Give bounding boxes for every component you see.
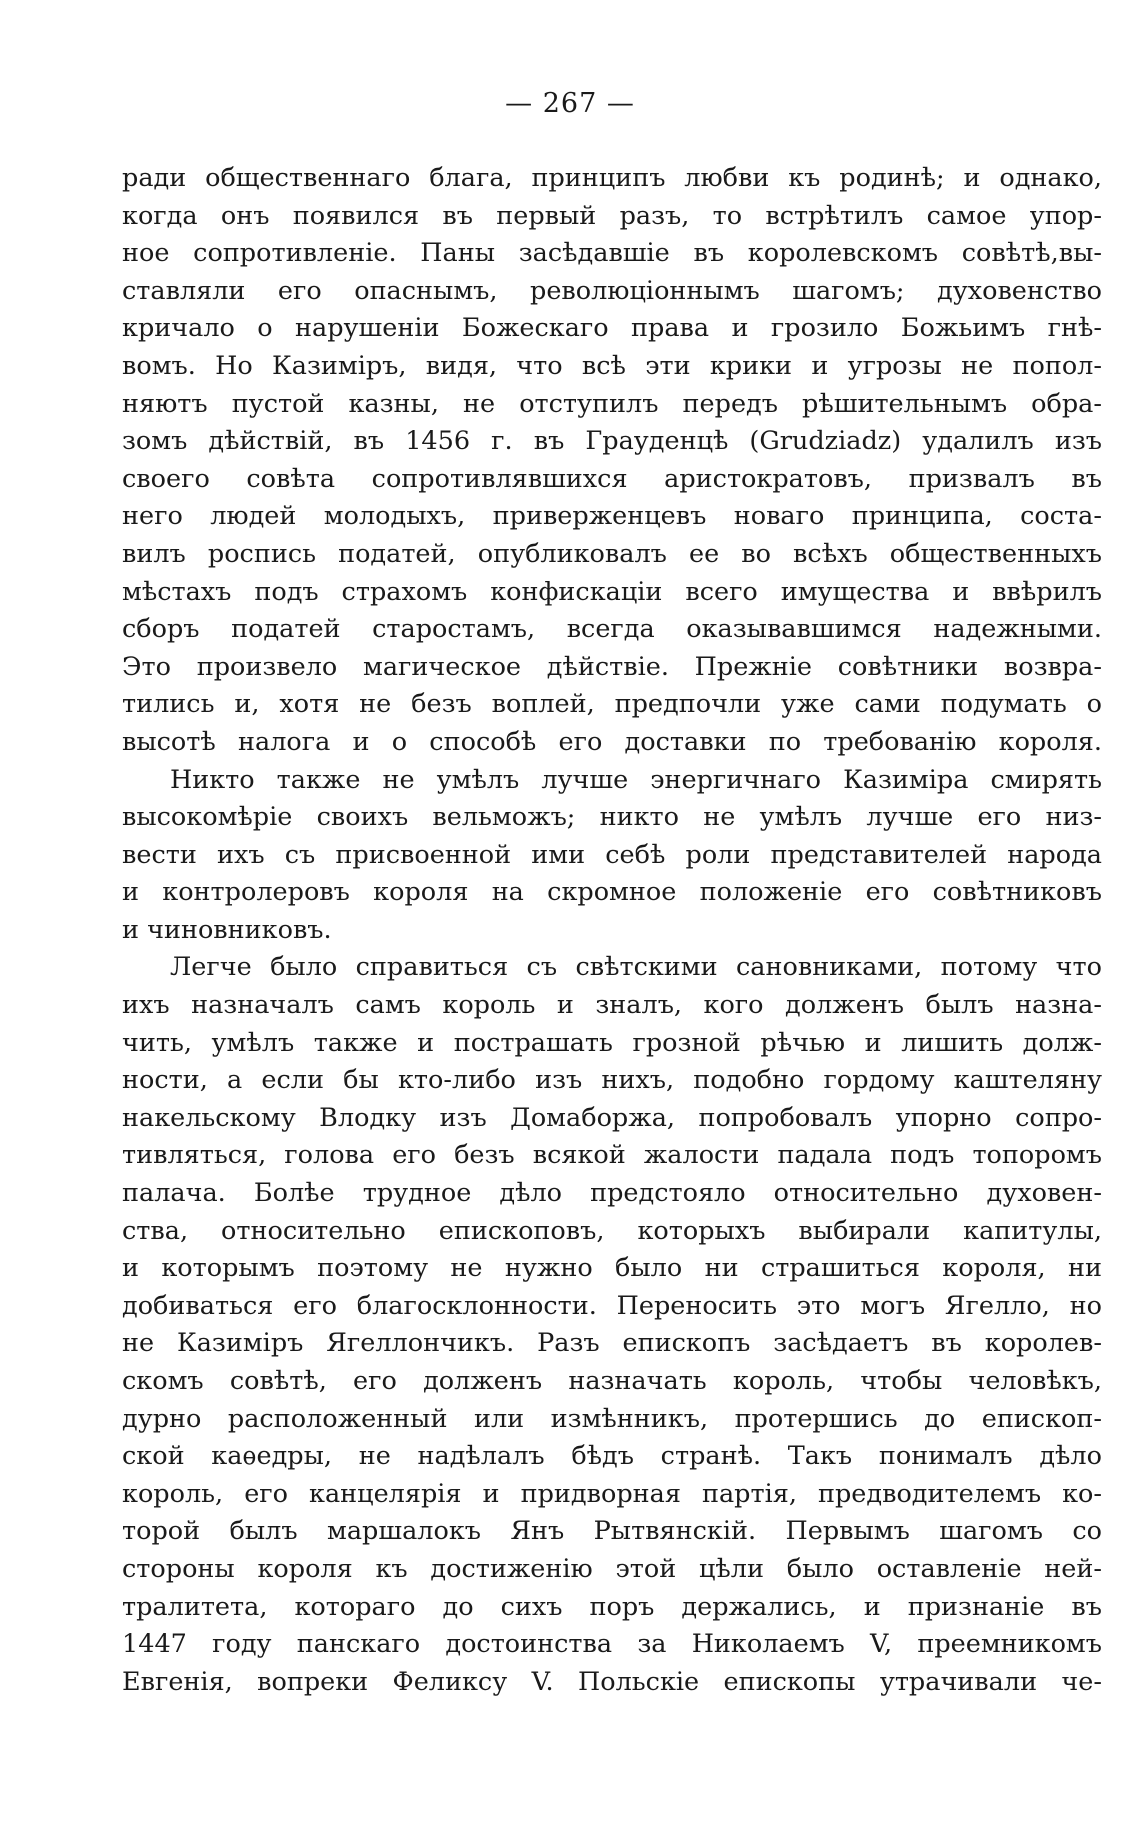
text-line: 1447 году панскаго достоинства за Николаемъ V, преемникомъ	[122, 1629, 1102, 1660]
text-line: вести ихъ съ присвоенной ими себѣ роли представителей народа	[122, 839, 1102, 870]
text-line: ства, относительно епископовъ, которыхъ выбирали капитулы,	[122, 1215, 1102, 1246]
text-line: и чиновниковъ.	[122, 914, 332, 945]
text-line: торой былъ маршалокъ Янъ Рытвянскій. Первымъ шагомъ со	[122, 1516, 1102, 1547]
text-line: ставляли его опаснымъ, революціоннымъ шагомъ; духовенство	[122, 275, 1102, 306]
text-line: Евгенія, вопреки Феликсу V. Польскіе епископы утрачивали че-	[122, 1666, 1102, 1697]
text-line: Никто также не умѣлъ лучше энергичнаго Казиміра смирять	[170, 764, 1102, 795]
text-line: чить, умѣлъ также и пострашать грозной рѣчью и лишить долж-	[122, 1027, 1102, 1058]
text-line: высотѣ налога и о способѣ его доставки по требованію короля.	[122, 726, 1102, 757]
text-line: своего совѣта сопротивлявшихся аристократовъ, призвалъ въ	[122, 463, 1102, 494]
text-line: вилъ роспись податей, опубликовалъ ее во всѣхъ общественныхъ	[122, 538, 1102, 569]
page-number-header: — 267 —	[505, 88, 635, 119]
text-line: тивляться, голова его безъ всякой жалости падала подъ топоромъ	[122, 1140, 1102, 1171]
text-line: тились и, хотя не безъ воплей, предпочли уже сами подумать о	[122, 689, 1102, 720]
text-line: Легче было справиться съ свѣтскими сановниками, потому что	[170, 952, 1102, 983]
text-line: него людей молодыхъ, приверженцевъ новаго принципа, соста-	[122, 501, 1102, 532]
text-line: накельскому Влодку изъ Домаборжа, попробовалъ упорно сопро-	[122, 1102, 1102, 1133]
text-line: кричало о нарушеніи Божескаго права и грозило Божьимъ гнѣ-	[122, 313, 1102, 344]
text-line: зомъ дѣйствій, въ 1456 г. въ Грауденцѣ (Grudziadz) удалилъ изъ	[122, 426, 1102, 457]
text-line: мѣстахъ подъ страхомъ конфискаціи всего имущества и ввѣрилъ	[122, 576, 1102, 607]
text-line: вомъ. Но Казиміръ, видя, что всѣ эти крики и угрозы не попол-	[122, 350, 1102, 381]
text-line: дурно расположенный или измѣнникъ, протершись до епископ-	[122, 1403, 1102, 1434]
text-line: стороны короля къ достиженію этой цѣли было оставленіе ней-	[122, 1553, 1102, 1584]
body-text	[122, 160, 1102, 1701]
text-line: не Казиміръ Ягеллончикъ. Разъ епископъ засѣдаетъ въ королев-	[122, 1328, 1102, 1359]
text-line: добиваться его благосклонности. Переносить это могъ Ягелло, но	[122, 1290, 1102, 1321]
text-line: ности, а если бы кто-либо изъ нихъ, подобно гордому каштеляну	[122, 1065, 1102, 1096]
text-line: когда онъ появился въ первый разъ, то встрѣтилъ самое упор-	[122, 200, 1102, 231]
text-line: ской каѳедры, не надѣлалъ бѣдъ странѣ. Такъ понималъ дѣло	[122, 1441, 1102, 1472]
text-line: палача. Болѣе трудное дѣло предстояло относительно духовен-	[122, 1178, 1102, 1209]
text-line: ради общественнаго блага, принципъ любви къ родинѣ; и однако,	[122, 163, 1102, 193]
text-line: и контролеровъ короля на скромное положеніе его совѣтниковъ	[122, 877, 1102, 908]
text-line: и которымъ поэтому не нужно было ни страшиться короля, ни	[122, 1253, 1102, 1284]
text-line: король, его канцелярія и придворная партія, предводителемъ ко-	[122, 1478, 1102, 1509]
text-line: сборъ податей старостамъ, всегда оказывавшимся надежными.	[122, 614, 1102, 645]
text-line: Это произвело магическое дѣйствіе. Прежніе совѣтники возвра-	[122, 651, 1102, 682]
text-line: скомъ совѣтѣ, его долженъ назначать король, чтобы человѣкъ,	[122, 1366, 1102, 1396]
text-line: ное сопротивленіе. Паны засѣдавшіе въ королевскомъ совѣтѣ,вы-	[122, 238, 1102, 269]
text-line: няютъ пустой казны, не отступилъ передъ рѣшительнымъ обра-	[122, 388, 1102, 419]
text-line: тралитета, котораго до сихъ поръ держались, и признаніе въ	[122, 1591, 1102, 1622]
text-line: высокомѣріе своихъ вельможъ; никто не умѣлъ лучше его низ-	[122, 802, 1102, 833]
text-line: ихъ назначалъ самъ король и зналъ, кого долженъ былъ назна-	[122, 990, 1102, 1021]
